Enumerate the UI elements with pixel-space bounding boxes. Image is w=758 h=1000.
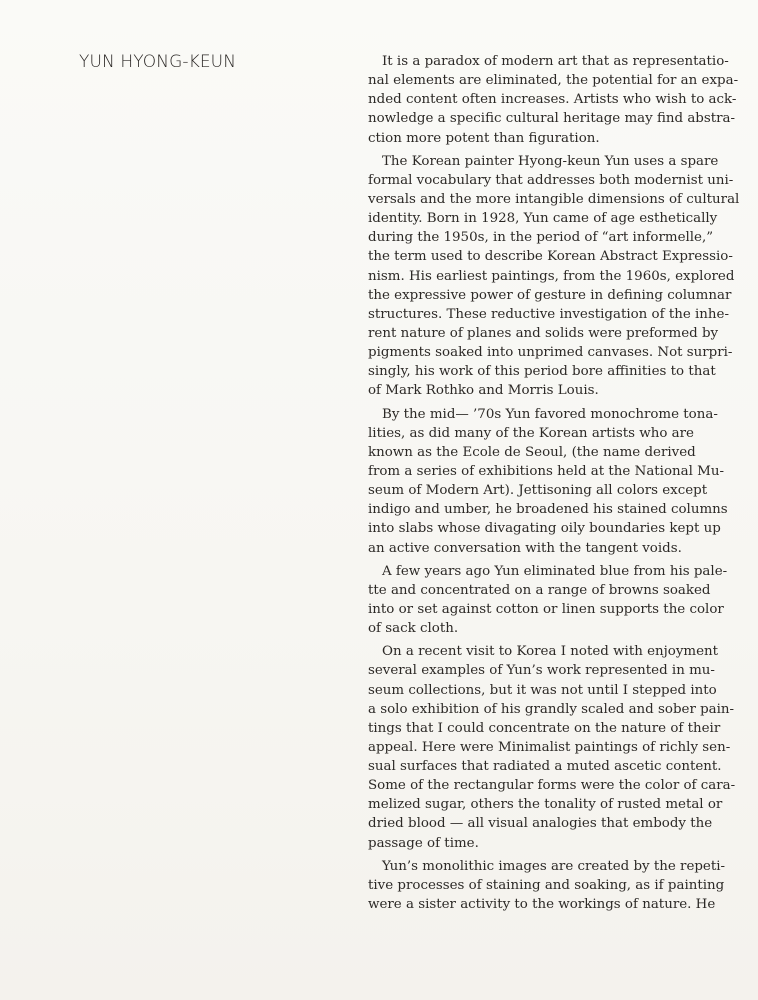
text-line: By the mid— ’70s Yun favored monochrome tona- xyxy=(382,406,718,422)
text-line: tive processes of staining and soaking, as if painting xyxy=(368,877,725,893)
text-line: the term used to describe Korean Abstract Expressio- xyxy=(368,249,733,265)
text-line: appeal. Here were Minimalist paintings of richly sen- xyxy=(368,739,731,755)
text-line: seum collections, but it was not until I stepped into xyxy=(368,682,717,698)
text-line: nded content often increases. Artists who wish to ack- xyxy=(368,92,737,108)
text-line: an active conversation with the tangent voids. xyxy=(368,540,682,556)
paragraph xyxy=(368,405,728,558)
text-line: passage of time. xyxy=(368,835,479,851)
text-line: into slabs whose divagating oily boundaries kept up xyxy=(368,521,721,537)
paragraph xyxy=(368,52,739,148)
text-line: structures. These reductive investigation of the inhe- xyxy=(368,306,729,322)
text-line: rent nature of planes and solids were preformed by xyxy=(368,325,719,341)
text-line: sual surfaces that radiated a muted ascetic content. xyxy=(368,759,722,775)
text-line: were a sister activity to the workings of nature. He xyxy=(368,897,716,913)
text-line: of sack cloth. xyxy=(368,621,459,637)
text-line: several examples of Yun’s work represented in mu- xyxy=(368,663,715,679)
text-line: ction more potent than figuration. xyxy=(368,130,600,146)
text-line: nism. His earliest paintings, from the 1960s, explored xyxy=(368,268,735,284)
text-line: lities, as did many of the Korean artists who are xyxy=(368,425,694,441)
text-line: singly, his work of this period bore affinities to that xyxy=(368,364,716,380)
text-line: dried blood — all visual analogies that embody the xyxy=(368,816,713,832)
paragraph xyxy=(368,152,740,401)
text-line: Some of the rectangular forms were the color of cara- xyxy=(368,778,736,794)
text-line: A few years ago Yun eliminated blue from his pale- xyxy=(382,563,728,579)
text-line: into or set against cotton or linen supports the color xyxy=(368,601,724,617)
text-line: tte and concentrated on a range of browns soaked xyxy=(368,582,711,598)
text-line: nowledge a specific cultural heritage may find abstra- xyxy=(368,111,736,127)
text-line: nal elements are eliminated, the potential for an expa- xyxy=(368,73,739,89)
text-line: seum of Modern Art). Jettisoning all colors except xyxy=(368,483,708,499)
text-line: indigo and umber, he broadened his stained columns xyxy=(368,502,728,518)
text-line: the expressive power of gesture in defining columnar xyxy=(368,287,732,303)
text-line: during the 1950s, in the period of “art informelle,” xyxy=(368,230,714,246)
text-line: Yun’s monolithic images are created by the repeti- xyxy=(382,858,726,874)
paragraph xyxy=(368,642,736,853)
text-line: of Mark Rothko and Morris Louis. xyxy=(368,383,599,399)
text-line: On a recent visit to Korea I noted with enjoyment xyxy=(382,644,719,660)
text-line: It is a paradox of modern art that as representatio- xyxy=(382,54,729,69)
text-line: pigments soaked into unprimed canvases. Not surpri- xyxy=(368,345,733,361)
text-line: formal vocabulary that addresses both modernist uni- xyxy=(368,172,734,188)
text-line: a solo exhibition of his grandly scaled and sober pain- xyxy=(368,701,735,717)
paragraph xyxy=(368,562,728,639)
text-line: tings that I could concentrate on the nature of their xyxy=(368,720,721,736)
paragraph xyxy=(368,857,726,914)
text-line: The Korean painter Hyong-keun Yun uses a spare xyxy=(382,153,719,169)
text-line: known as the Ecole de Seoul, (the name derived xyxy=(368,444,696,460)
artist-name-heading: YUN HYONG-KEUN xyxy=(79,52,237,72)
text-line: from a series of exhibitions held at the National Mu- xyxy=(368,463,725,479)
text-line: versals and the more intangible dimensions of cultural xyxy=(368,191,740,207)
essay-body xyxy=(368,52,740,914)
text-line: identity. Born in 1928, Yun came of age esthetically xyxy=(368,211,718,227)
text-line: melized sugar, others the tonality of rusted metal or xyxy=(368,797,723,813)
